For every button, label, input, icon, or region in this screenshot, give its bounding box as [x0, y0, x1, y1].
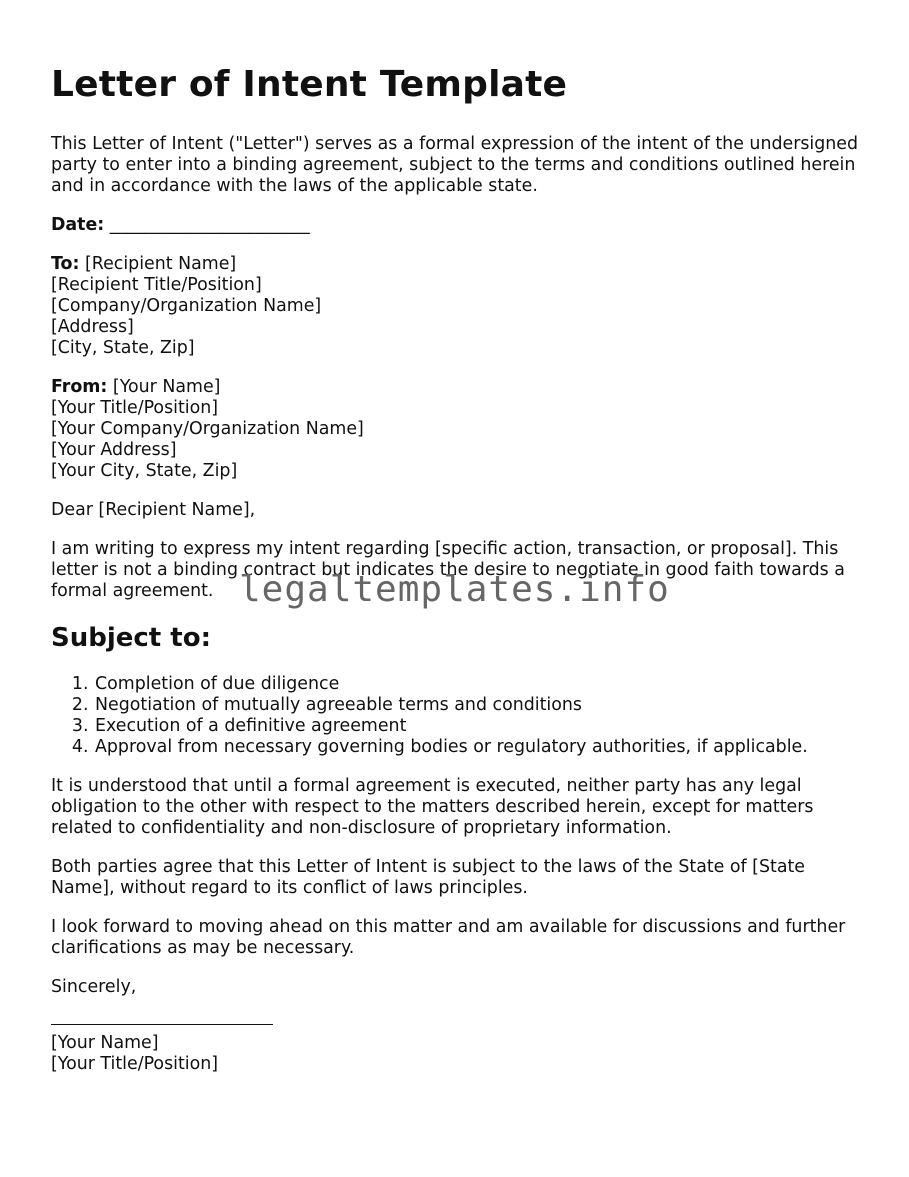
obligation-paragraph: It is understood that until a formal agreement is executed, neither party has any legal obligation to the other with respect to the matters described herein, except for matters related to confidentiality and non-disclosure of proprietary information. [51, 776, 814, 838]
list-item: 3. Execution of a definitive agreement [94, 716, 871, 737]
subject-heading: Subject to: [51, 623, 211, 653]
sender-name: [Your Name] [112, 377, 221, 397]
closing-paragraph: I look forward to moving ahead on this matter and am available for discussions and further clarifications as may be necessary. [51, 917, 846, 958]
intro-paragraph: This Letter of Intent ("Letter") serves as a formal expression of the intent of the undersigned party to enter into a binding agreement, subject to the terms and conditions outlined herein and in accordance with the laws of the applicable state. [51, 134, 859, 196]
watermark: legaltemplates.info [239, 569, 670, 610]
governing-law-paragraph: Both parties agree that this Letter of Intent is subject to the laws of the State of [State Name], without regard to its conflict of laws principles. [51, 857, 806, 898]
signature-block [51, 1033, 871, 1075]
salutation: Dear [Recipient Name], [51, 500, 256, 520]
list-item: 1. Completion of due diligence [94, 674, 871, 695]
list-item: 4. Approval from necessary governing bodies or regulatory authorities, if applicable. [94, 737, 871, 758]
recipient-address: [Address] [51, 317, 134, 337]
recipient-city: [City, State, Zip] [51, 338, 195, 358]
signoff: Sincerely, [51, 977, 137, 997]
sender-address: [Your Address] [51, 440, 177, 460]
to-label: To: [51, 254, 80, 274]
conditions-list [51, 674, 871, 758]
list-item: 2. Negotiation of mutually agreeable terms and conditions [94, 695, 871, 716]
sender-city: [Your City, State, Zip] [51, 461, 238, 481]
signature-name: [Your Name] [51, 1033, 159, 1053]
sender-title: [Your Title/Position] [51, 398, 219, 418]
from-label: From: [51, 377, 108, 397]
body-paragraph-intent: I am writing to express my intent regarding [specific action, transaction, or proposal]. This letter is not a binding contract but indicates the desire to negotiate in good faith towards a formal agreement. [51, 539, 845, 601]
page-title: Letter of Intent Template [51, 64, 568, 105]
sender-company: [Your Company/Organization Name] [51, 419, 364, 439]
sender-block [51, 377, 871, 482]
signature-line [51, 1024, 273, 1025]
date-line [51, 215, 871, 236]
signature-title: [Your Title/Position] [51, 1054, 219, 1074]
recipient-name: [Recipient Name] [85, 254, 237, 274]
recipient-block [51, 254, 871, 359]
date-label: Date: [51, 215, 105, 235]
recipient-company: [Company/Organization Name] [51, 296, 322, 316]
date-blank: _______________________ [104, 215, 310, 235]
recipient-title: [Recipient Title/Position] [51, 275, 262, 295]
